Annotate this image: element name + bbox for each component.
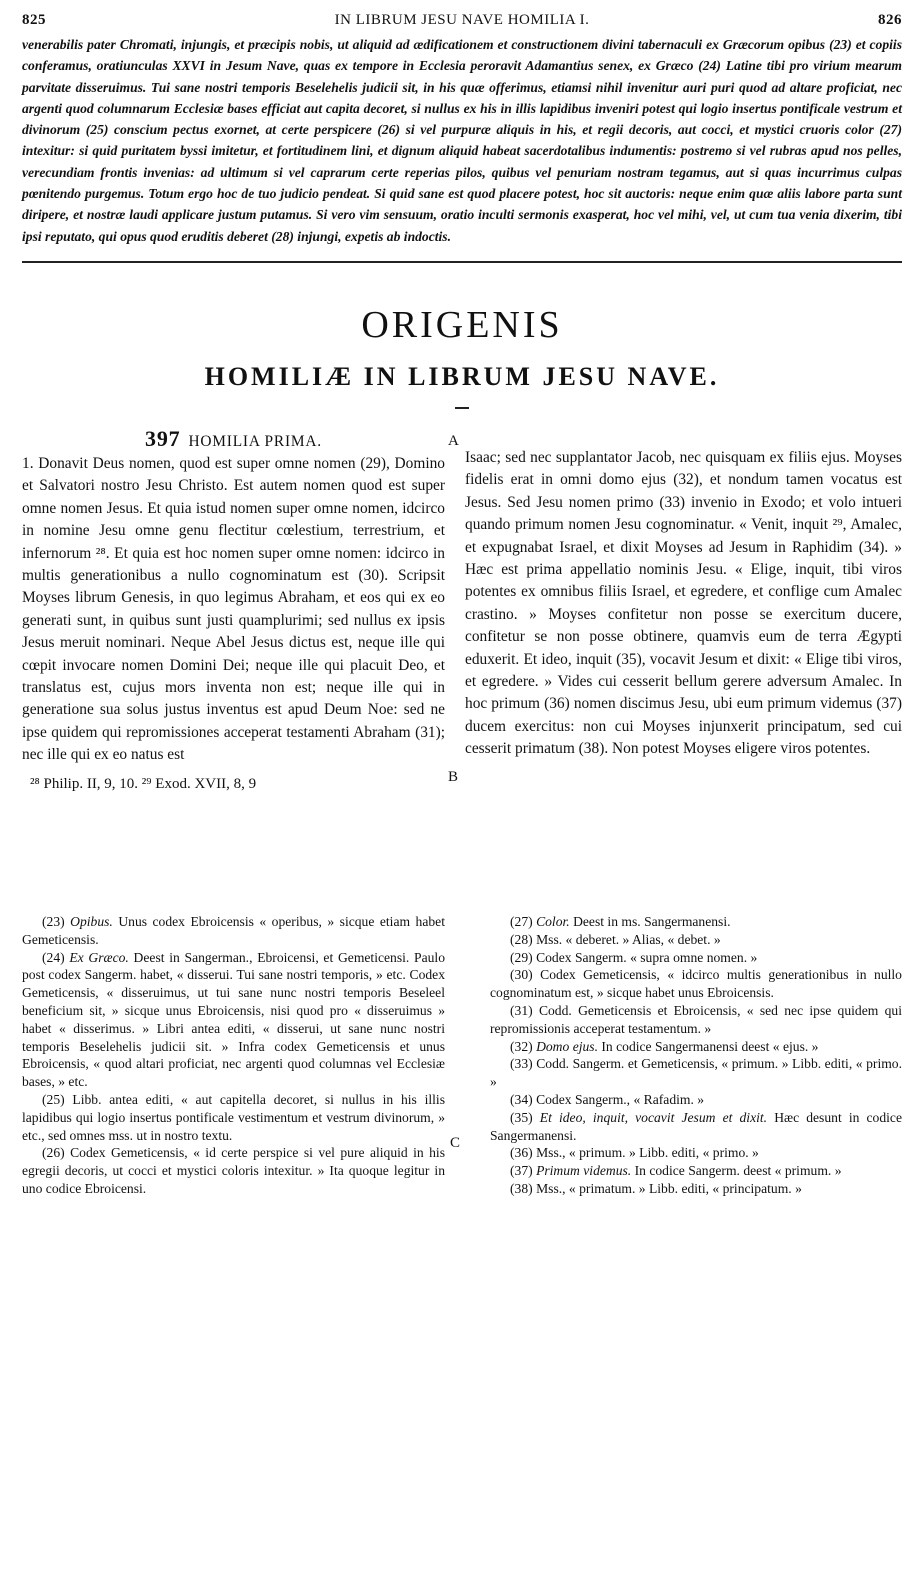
- note-text: Libb. antea editi, « aut capitella decoret, si nullus in his illis lapidibus qui logio insertus pontificale vestimentum et vestrum divinorum, » etc., sed omnes mss. ut in nostro textu.: [22, 1091, 445, 1143]
- page-number-left: 825: [22, 12, 46, 28]
- critical-note: [22, 949, 445, 1091]
- critical-note: [490, 949, 902, 967]
- note-lemma: Opibus.: [70, 913, 113, 929]
- margin-letter-b: B: [448, 768, 459, 785]
- note-text: Codd. Gemeticensis et Ebroicensis, « sed nec ipse quidem qui repromissionis acceperat testamentum. »: [490, 1002, 902, 1036]
- note-text: Deest in Sangerman., Ebroicensi, et Gemeticensi. Paulo post codex Sangerm. habet, « disserui. Tui sane nostri temporis, » etc. Codex Gemeticensis, « disseruimus, ut tui sane nunc nostri temporis Beseleel beneficium sit, » sicque unus Ebroicensis, nisi quod pro « disseruimus » habet « disserimus. » Libri antea editi, « disserui, ut sane nunc nostri temporis Beselehelis judicii sit. » Infra codex Gemeticensis et unus Ebroicensis, « quod altari proficiat, nec argenti quod columnas vel Ecclesiæ bases, » etc.: [22, 949, 445, 1090]
- note-lemma: Et ideo, inquit, vocavit Jesum et dixit.: [539, 1109, 768, 1125]
- critical-note: [22, 913, 445, 949]
- note-text: Codex Sangerm. « supra omne nomen. »: [536, 949, 758, 965]
- notes-left-column: [22, 913, 445, 1198]
- note-number: (36): [510, 1145, 533, 1161]
- note-number: (27): [510, 913, 533, 929]
- critical-note: [490, 1055, 902, 1091]
- note-text: Codd. Sangerm. et Gemeticensis, « primum. » Libb. editi, « primo. »: [490, 1056, 902, 1090]
- note-number: (25): [42, 1091, 65, 1107]
- note-text: Codex Gemeticensis, « idcirco multis generationibus in nullo cognominatum est, » sicque habet unus Ebroicensis.: [490, 967, 902, 1001]
- critical-note: [22, 1144, 445, 1197]
- note-number: (31): [510, 1002, 533, 1018]
- section-heading: [22, 425, 445, 452]
- scripture-references: ²⁸ Philip. II, 9, 10. ²⁹ Exod. XVII, 8, 9: [30, 775, 257, 792]
- note-text: Mss., « primum. » Libb. editi, « primo. »: [536, 1145, 759, 1161]
- note-text: In codice Sangermanensi deest « ejus. »: [598, 1038, 819, 1054]
- main-title: ORIGENIS: [361, 303, 563, 346]
- body-columns: [22, 425, 902, 899]
- note-lemma: Domo ejus.: [536, 1038, 598, 1054]
- critical-note: [22, 1091, 445, 1144]
- critical-note: [490, 1144, 902, 1162]
- column-left: [22, 425, 445, 795]
- note-text: Mss., « primatum. » Libb. editi, « principatum. »: [536, 1180, 802, 1196]
- note-number: (34): [510, 1091, 533, 1107]
- note-text: Codex Gemeticensis, « id certe perspice si vel pure aliquid in his egregii decoris, ut cocci et mystici coloris intexitur. » Ita quoque legitur in uno codice Ebroicensi.: [22, 1145, 445, 1196]
- note-lemma: Ex Græco.: [69, 949, 129, 965]
- note-text: In codice Sangerm. deest « primum. »: [631, 1163, 842, 1179]
- critical-note: [490, 1109, 902, 1145]
- page: [22, 8, 902, 1564]
- sub-title: HOMILIÆ IN LIBRUM JESU NAVE.: [204, 361, 720, 391]
- homily-heading: HOMILIA PRIMA.: [188, 432, 322, 450]
- note-number: (38): [510, 1180, 533, 1196]
- note-number: (30): [510, 967, 533, 983]
- critical-note: [490, 1002, 902, 1038]
- page-number-right: 826: [878, 12, 902, 28]
- note-number: (35): [510, 1109, 533, 1125]
- running-header: [22, 8, 902, 30]
- note-number: (33): [510, 1056, 533, 1072]
- critical-notes: [22, 913, 902, 1313]
- note-number: (37): [510, 1163, 533, 1179]
- column-number: 397: [145, 425, 181, 451]
- note-lemma: Color.: [536, 913, 570, 929]
- note-number: (26): [42, 1145, 65, 1161]
- critical-note: [490, 1091, 902, 1109]
- note-number: (23): [42, 913, 65, 929]
- title-dash: [455, 407, 469, 409]
- notes-right-column: [490, 913, 902, 1198]
- note-text: Codex Sangerm., « Rafadim. »: [536, 1091, 705, 1107]
- running-title: IN LIBRUM JESU NAVE HOMILIA I.: [334, 12, 590, 28]
- note-number: (29): [510, 949, 533, 965]
- critical-note: [490, 966, 902, 1002]
- note-text: Hæc desunt in codice Sangermanensi.: [490, 1109, 902, 1143]
- critical-note: [490, 1038, 902, 1056]
- critical-note: [490, 1180, 902, 1198]
- preface-text: venerabilis pater Chromati, injungis, et præcipis nobis, ut aliquid ad ædificationem et constructionem divini tabernaculi ex Græcorum opibus (23) et copiis conferamus, oratiunculas XXVI in Jesum Nave, quas ex tempore in Ecclesia peroravit Adamantius senex, ex Græco (24) Latine tibi pro virium mearum parvitate disseruimus. Tui sane nostri temporis Beselehelis judicii sit, in his quæ offerimus, etiamsi nihil invenitur auri puri quod ad altare proficiat, nec argenti quod columnarum Ecclesiæ bases efficiat aut capita decoret, si nullus ex his in illis lapidibus inveniri potest qui logio insertus pontificale vestrum et divinorum (25) conscium pectus exornet, at certe perspicere (26) si vel purpuræ aliquis in his, et regii decoris, aut cocci, et mystici cruoris color (27) intexitur: si quid puritatem byssi imitetur, et fortitudinem lini, et dignum aliquid habeat sacerdotalibus indumentis: postremo si vel rubras apud nos pelles, verecundiam frontis invenias: ad ultimum si vel caprarum certe reperias pilos, quibus vel penuriam nostram tegamus, aut si quas incurrimus culpas pœnitendo purgemus. Totum ergo hoc de tuo judicio pendeat. Si quid sane est quod placere potest, hoc sit auctoris: neque enim quæ aliis labore parta sunt diripere, et nostræ laudi applicare justum putamus. Si vero vim sensuum, oratio inculti sermonis exasperat, hoc vel mihi, vel, ut cum tua venia dixerim, tibi ipsi reputato, qui opus quod eruditis deberet (28) injungi, expetis ab indoctis.: [22, 37, 902, 244]
- critical-note: [490, 913, 902, 931]
- note-number: (24): [42, 949, 65, 965]
- margin-letter-c: C: [450, 1134, 461, 1151]
- note-text: Deest in ms. Sangermanensi.: [569, 913, 731, 929]
- section-rule: [22, 261, 902, 263]
- margin-letter-a: A: [448, 432, 459, 449]
- column-left-text: 1. Donavit Deus nomen, quod est super omne nomen (29), Domino et Salvatori nostro Jesu Christo. Est autem nomen quod est super omne nomen Jesus. Et quia istud nomen super omne nomen, idcirco in nomine Jesu omne genu flectitur cœlestium, terrestrium, et infernorum ²⁸. Et quia est hoc nomen super omne nomen: idcirco in multis generationibus a nullo cognominatum est (30). Scripsit Moyses librum Genesis, in quo legimus Abraham, et eos qui ex eo generati sunt, in quibus sunt justi quamplurimi; sed nullus ex ipsis Jesus meruit nominari. Neque Abel Jesus dictus est, neque ille qui cœpit invocare nomen Domini Dei; neque ille qui placuit Deo, et translatus est, cujus mors inventa non est; neque ille qui in generatione sua solus justus inventus est apud Deum Noe: sed ne ipse quidem qui repromissiones acceperat testamenti Abraham (31); nec ille qui ex eo natus est: [22, 454, 445, 764]
- note-text: Mss. « deberet. » Alias, « debet. »: [536, 931, 721, 947]
- note-text: Unus codex Ebroicensis « operibus, » sicque etiam habet Gemeticensis.: [22, 913, 445, 947]
- note-lemma: Primum videmus.: [536, 1163, 632, 1179]
- note-number: (28): [510, 931, 533, 947]
- note-number: (32): [510, 1038, 533, 1054]
- critical-note: [490, 1162, 902, 1180]
- critical-note: [490, 931, 902, 949]
- column-right: Isaac; sed nec supplantator Jacob, nec quisquam ex filiis ejus. Moyses fidelis erat in omni domo ejus (32), et nondum tamen vocatus est Jesus. Sed Jesu nomen primo (33) invenio in Exodo; et volo intueri quando primum nomen Jesu cognominatur. « Venit, inquit ²⁹, Amalec, et expugnabat Israel, et dixit Moyses ad Jesum in Raphidim (34). » Hæc est prima appellatio nominis Jesu. « Elige, inquit, tibi viros potentes ex omnibus filiis Israel, et egredere, et confligе cum Amalec crastino. » Moyses confitetur non posse se exercitum ducere, confitetur se non posse obtinere, quamvis eum de terra Ægypti eduxerit. Et ideo, inquit (35), vocavit Jesum et dixit: « Elige tibi viros, et egredere. » Vides cui cesserit bellum gerere adversum Amalec. In hoc primum (36) nomen discimus Jesu, ubi eum primum videmus (37) ducem exercitus: non cui Moyses injunxerit principatum, sed cui cesserit primatum (38). Non potest Moyses eligere viros potentes.: [465, 448, 902, 758]
